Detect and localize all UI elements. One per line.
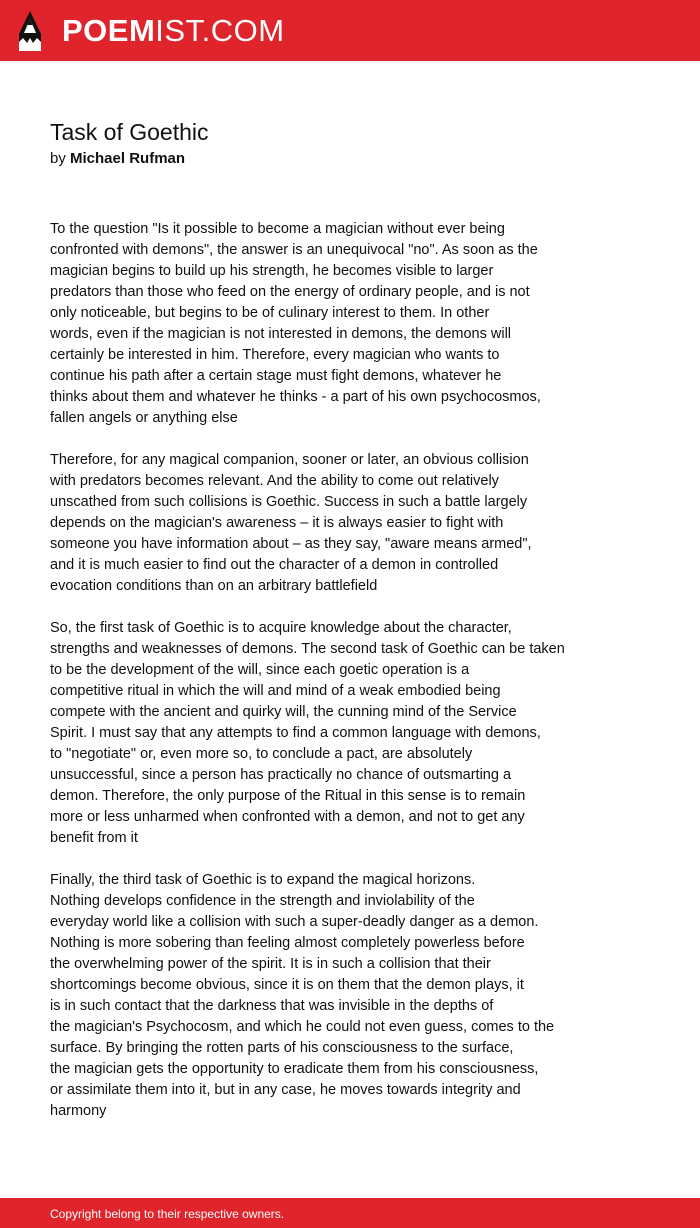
poem-line: harmony xyxy=(50,1103,107,1119)
copyright-text: Copyright belong to their respective owners. xyxy=(50,1207,285,1221)
poem-line: confronted with demons", the answer is an unequivocal "no". As soon as the xyxy=(50,242,538,258)
poem-line: the magician's Psychocosm, and which he could not even guess, comes to the xyxy=(50,1019,555,1035)
poem-line: Therefore, for any magical companion, sooner or later, an obvious collision xyxy=(50,452,529,468)
stanza xyxy=(50,450,650,597)
poem-line: with predators becomes relevant. And the ability to come out relatively xyxy=(50,473,499,489)
logo-bold-text: POEM xyxy=(62,13,156,48)
poem-line: the magician gets the opportunity to eradicate them from his consciousness, xyxy=(50,1061,539,1077)
poem-line: So, the first task of Goethic is to acquire knowledge about the character, xyxy=(50,620,512,636)
poem-line: demon. Therefore, the only purpose of the Ritual in this sense is to remain xyxy=(50,788,526,804)
poem-line: benefit from it xyxy=(50,830,138,846)
poem-line: Spirit. I must say that any attempts to find a common language with demons, xyxy=(50,725,541,741)
byline-prefix: by xyxy=(50,150,66,167)
site-header xyxy=(0,0,700,61)
logo-light-text: IST.COM xyxy=(155,13,285,48)
poem-line: evocation conditions than on an arbitrary battlefield xyxy=(50,578,378,594)
poem-line: magician begins to build up his strength, he becomes visible to larger xyxy=(50,263,494,279)
poem-line: strengths and weaknesses of demons. The second task of Goethic can be taken xyxy=(50,641,565,657)
poem-line: only noticeable, but begins to be of culinary interest to them. In other xyxy=(50,305,490,321)
poem-line: surface. By bringing the rotten parts of his consciousness to the surface, xyxy=(50,1040,514,1056)
poem-line: someone you have information about – as they say, "aware means armed", xyxy=(50,536,532,552)
byline xyxy=(50,148,185,170)
poem-line: unsuccessful, since a person has practically no chance of outsmarting a xyxy=(50,767,512,783)
poem-line: the overwhelming power of the spirit. It is in such a collision that their xyxy=(50,956,491,972)
poem-line: fallen angels or anything else xyxy=(50,410,238,426)
poem-line: shortcomings become obvious, since it is on them that the demon plays, it xyxy=(50,977,524,993)
poem-line: thinks about them and whatever he thinks - a part of his own psychocosmos, xyxy=(50,389,541,405)
poem-line: everyday world like a collision with such a super-deadly danger as a demon. xyxy=(50,914,539,930)
poem-line: or assimilate them into it, but in any case, he moves towards integrity and xyxy=(50,1082,521,1098)
site-logo[interactable] xyxy=(62,12,285,50)
poem-line: depends on the magician's awareness – it is always easier to fight with xyxy=(50,515,504,531)
poem-title: Task of Goethic xyxy=(50,119,209,145)
poem-line: Finally, the third task of Goethic is to expand the magical horizons. xyxy=(50,872,476,888)
poem-line: and it is much easier to find out the character of a demon in controlled xyxy=(50,557,499,573)
poem-line: Nothing is more sobering than feeling almost completely powerless before xyxy=(50,935,525,951)
poem-line: is in such contact that the darkness that was invisible in the depths of xyxy=(50,998,494,1014)
poem-line: continue his path after a certain stage must fight demons, whatever he xyxy=(50,368,502,384)
poem-line: competitive ritual in which the will and mind of a weak embodied being xyxy=(50,683,501,699)
poem-line: words, even if the magician is not interested in demons, the demons will xyxy=(50,326,512,342)
stanza xyxy=(50,219,650,429)
poem-line: predators than those who feed on the energy of ordinary people, and is not xyxy=(50,284,530,300)
poem-body xyxy=(50,219,650,1143)
poem-line: certainly be interested in him. Therefore, every magician who wants to xyxy=(50,347,500,363)
stanza xyxy=(50,870,650,1122)
poem-line: To the question "Is it possible to become a magician without ever being xyxy=(50,221,505,237)
site-footer xyxy=(0,1198,700,1228)
poem-line: to be the development of the will, since each goetic operation is a xyxy=(50,662,470,678)
poem-line: compete with the ancient and quirky will, the cunning mind of the Service xyxy=(50,704,517,720)
pencil-logo-icon[interactable] xyxy=(18,10,42,52)
poem-line: to "negotiate" or, even more so, to conclude a pact, are absolutely xyxy=(50,746,473,762)
poem-line: more or less unharmed when confronted with a demon, and not to get any xyxy=(50,809,525,825)
poem-line: unscathed from such collisions is Goethic. Success in such a battle largely xyxy=(50,494,528,510)
poem-line: Nothing develops confidence in the strength and inviolability of the xyxy=(50,893,475,909)
stanza xyxy=(50,618,650,849)
author-name: Michael Rufman xyxy=(70,150,186,167)
